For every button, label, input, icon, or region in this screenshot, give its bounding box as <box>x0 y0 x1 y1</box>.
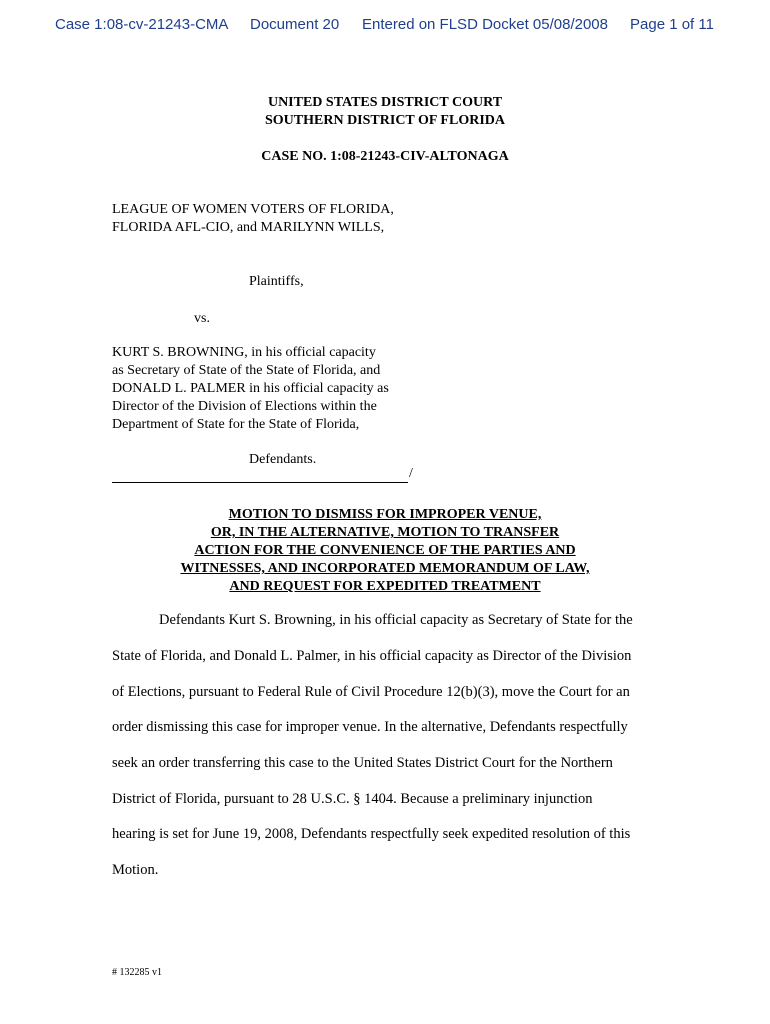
body-line: seek an order transferring this case to the United States District Court for the Northern <box>112 755 613 771</box>
header-document-number: Document 20 <box>250 16 340 33</box>
motion-title-line: AND REQUEST FOR EXPEDITED TREATMENT <box>229 579 541 594</box>
versus-label: vs. <box>194 311 210 326</box>
body-line: order dismissing this case for improper venue. In the alternative, Defendants respectfully <box>112 719 628 735</box>
motion-title-line: ACTION FOR THE CONVENIENCE OF THE PARTIES AND <box>194 543 576 558</box>
body-line: of Elections, pursuant to Federal Rule of Civil Procedure 12(b)(3), move the Court for an <box>112 684 630 700</box>
defendants-line: Director of the Division of Elections within the <box>112 399 377 414</box>
motion-title-line: MOTION TO DISMISS FOR IMPROPER VENUE, <box>228 507 542 522</box>
header-case-number: Case 1:08-cv-21243-CMA <box>55 16 229 33</box>
court-name-line-1: UNITED STATES DISTRICT COURT <box>267 95 503 110</box>
caption-slash: / <box>409 466 413 481</box>
defendants-label: Defendants. <box>249 452 317 467</box>
defendants-line: Department of State for the State of Florida, <box>112 417 360 432</box>
plaintiffs-line: LEAGUE OF WOMEN VOTERS OF FLORIDA, <box>112 202 394 217</box>
header-page-count: Page 1 of 11 <box>630 16 714 33</box>
plaintiffs-line: FLORIDA AFL-CIO, and MARILYNN WILLS, <box>112 220 385 235</box>
document-footer-id: # 132285 v1 <box>112 967 162 978</box>
defendants-line: KURT S. BROWNING, in his official capacity <box>112 345 376 360</box>
defendants-line: as Secretary of State of the State of Florida, and <box>112 363 381 378</box>
body-line: hearing is set for June 19, 2008, Defendants respectfully seek expedited resolution of this <box>112 826 631 842</box>
body-line: District of Florida, pursuant to 28 U.S.C. § 1404. Because a preliminary injunction <box>112 791 593 807</box>
motion-title-line: OR, IN THE ALTERNATIVE, MOTION TO TRANSFER <box>210 525 560 540</box>
caption-rule <box>112 482 408 483</box>
plaintiffs-label: Plaintiffs, <box>249 274 304 289</box>
defendants-line: DONALD L. PALMER in his official capacity as <box>112 381 389 396</box>
body-line: State of Florida, and Donald L. Palmer, in his official capacity as Director of the Division <box>112 648 632 664</box>
motion-title-line: WITNESSES, AND INCORPORATED MEMORANDUM OF LAW, <box>180 561 590 576</box>
motion-title <box>0 506 770 596</box>
header-entered-date: Entered on FLSD Docket 05/08/2008 <box>362 16 608 33</box>
case-number: CASE NO. 1:08-21243-CIV-ALTONAGA <box>261 149 509 164</box>
court-name-line-2: SOUTHERN DISTRICT OF FLORIDA <box>265 113 505 128</box>
body-line: Motion. <box>112 862 159 878</box>
body-line: Defendants Kurt S. Browning, in his official capacity as Secretary of State for the <box>159 612 633 628</box>
